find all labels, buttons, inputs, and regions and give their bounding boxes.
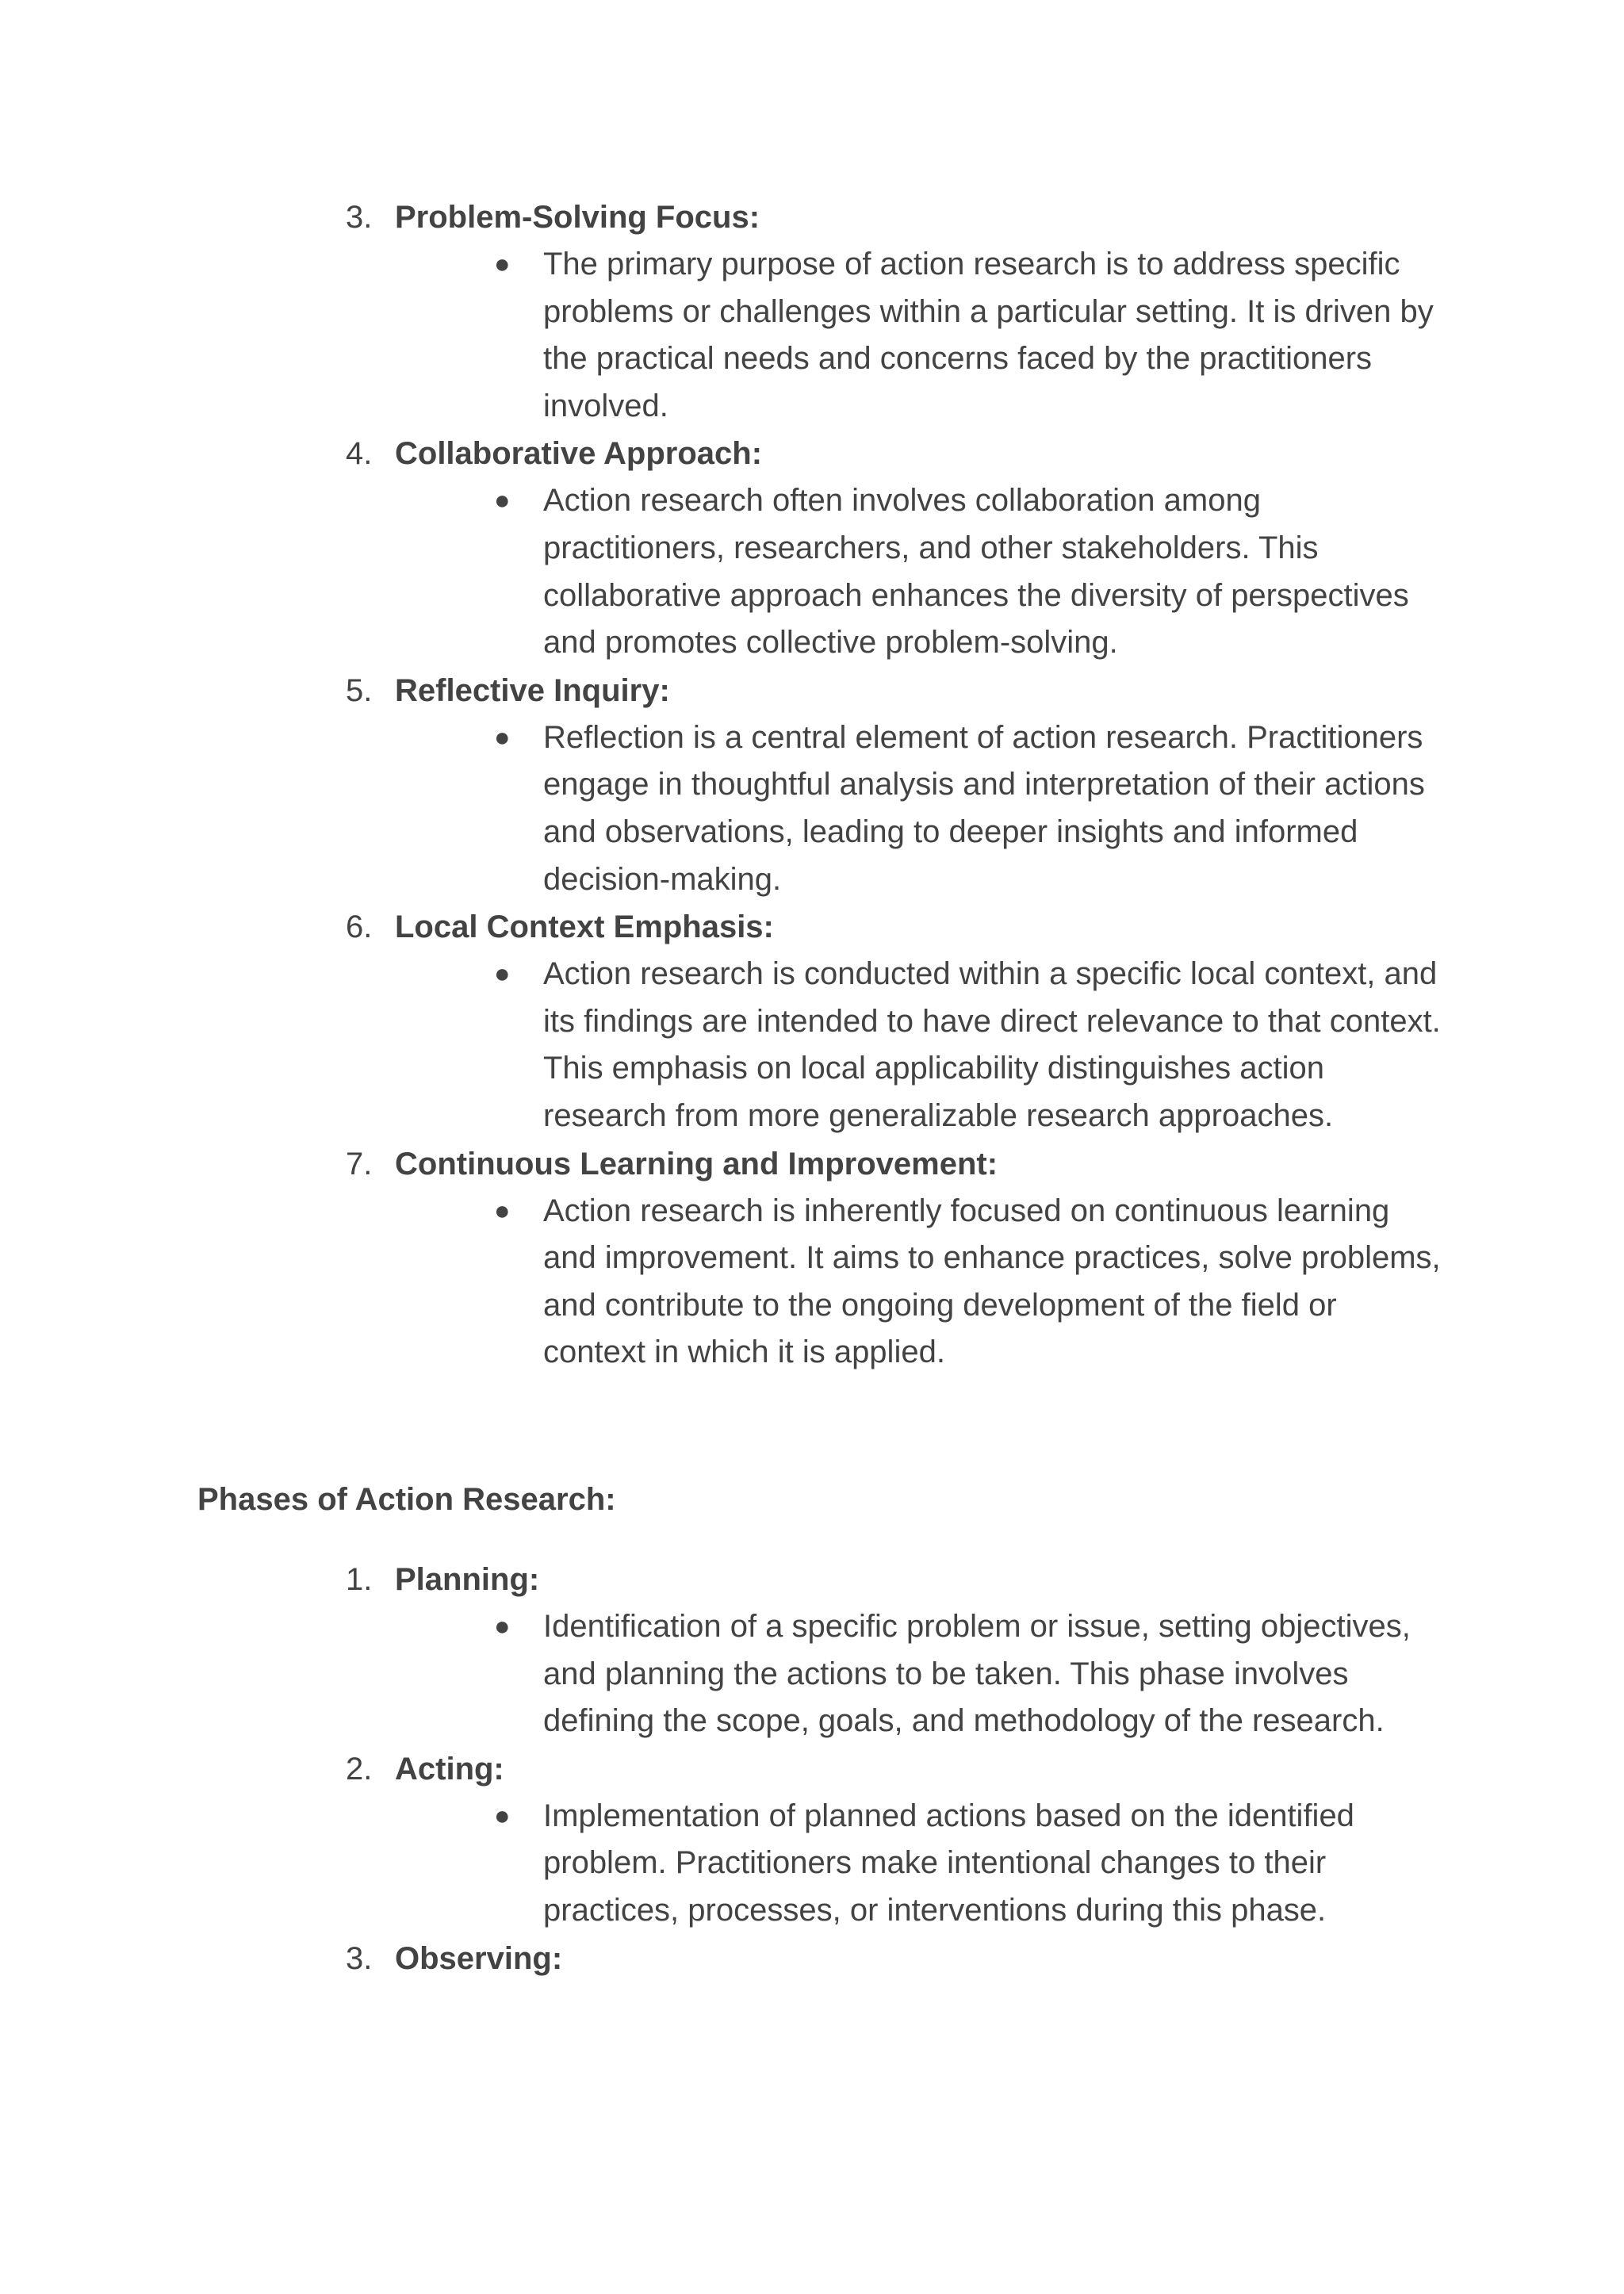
numbered-heading: [0, 667, 1624, 714]
bullet-paragraph: [0, 1188, 1624, 1377]
item-number: 1.: [346, 1562, 373, 1597]
list-item: [0, 193, 1624, 430]
characteristics-list: [0, 193, 1624, 1377]
list-item: [0, 903, 1624, 1139]
bullet-icon: ●: [494, 485, 511, 516]
item-number: 7.: [346, 1146, 373, 1181]
item-title: Observing:: [395, 1940, 563, 1976]
bullet-paragraph: [0, 951, 1624, 1139]
list-item: [0, 667, 1624, 903]
bullet-icon: ●: [494, 722, 511, 753]
bullet-paragraph: [0, 477, 1624, 666]
bullet-text: Implementation of planned actions based on the identified problem. Practitioners make intentional changes to their practices, processes, or interventions during this phase.: [543, 1798, 1354, 1928]
numbered-heading: [0, 1745, 1624, 1793]
bullet-paragraph: [0, 1793, 1624, 1935]
list-item: [0, 430, 1624, 666]
item-title: Collaborative Approach:: [395, 436, 763, 472]
phases-list: [0, 1556, 1624, 1982]
item-title: Planning:: [395, 1562, 540, 1597]
numbered-heading: [0, 1140, 1624, 1188]
item-number: 2.: [346, 1751, 373, 1787]
item-number: 5.: [346, 672, 373, 708]
section-heading: Phases of Action Research:: [197, 1482, 616, 1517]
item-number: 4.: [346, 436, 373, 472]
list-item: [0, 1935, 1624, 1982]
item-number: 3.: [346, 200, 373, 235]
bullet-icon: ●: [494, 1800, 511, 1831]
item-title: Continuous Learning and Improvement:: [395, 1146, 998, 1181]
bullet-paragraph: [0, 241, 1624, 430]
item-title: Reflective Inquiry:: [395, 672, 670, 708]
numbered-heading: [0, 430, 1624, 477]
bullet-icon: ●: [494, 1611, 511, 1641]
bullet-paragraph: [0, 1603, 1624, 1745]
item-title: Acting:: [395, 1751, 504, 1787]
item-title: Local Context Emphasis:: [395, 910, 774, 945]
numbered-heading: [0, 1935, 1624, 1982]
list-item: [0, 1556, 1624, 1745]
bullet-paragraph: [0, 714, 1624, 903]
numbered-heading: [0, 1556, 1624, 1603]
bullet-text: Action research is inherently focused on continuous learning and improvement. It aims to enhance practices, solve problems, and contribute to the ongoing development of the field or context in which it is applied.: [543, 1193, 1441, 1370]
item-title: Problem-Solving Focus:: [395, 200, 760, 235]
item-number: 6.: [346, 910, 373, 945]
bullet-icon: ●: [494, 249, 511, 279]
list-item: [0, 1745, 1624, 1935]
bullet-text: Reflection is a central element of action research. Practitioners engage in thoughtful analysis and interpretation of their actions and observations, leading to deeper insights and informed decision-making.: [543, 719, 1425, 897]
numbered-heading: [0, 903, 1624, 951]
numbered-heading: [0, 193, 1624, 241]
bullet-icon: ●: [494, 1195, 511, 1226]
item-number: 3.: [346, 1940, 373, 1976]
bullet-text: Action research is conducted within a specific local context, and its findings are intended to have direct relevance to that context. This emphasis on local applicability distinguishes action research from more generalizable research approaches.: [543, 956, 1441, 1133]
bullet-text: Identification of a specific problem or issue, setting objectives, and planning the actions to be taken. This phase involves defining the scope, goals, and methodology of the research.: [543, 1609, 1411, 1739]
bullet-icon: ●: [494, 959, 511, 990]
bullet-text: Action research often involves collaboration among practitioners, researchers, and other stakeholders. This collaborative approach enhances the diversity of perspectives and promotes collective problem-solving.: [543, 483, 1409, 661]
bullet-text: The primary purpose of action research is to address specific problems or challenges within a particular setting. It is driven by the practical needs and concerns faced by the practitioners involved.: [543, 247, 1434, 423]
list-item: [0, 1140, 1624, 1377]
